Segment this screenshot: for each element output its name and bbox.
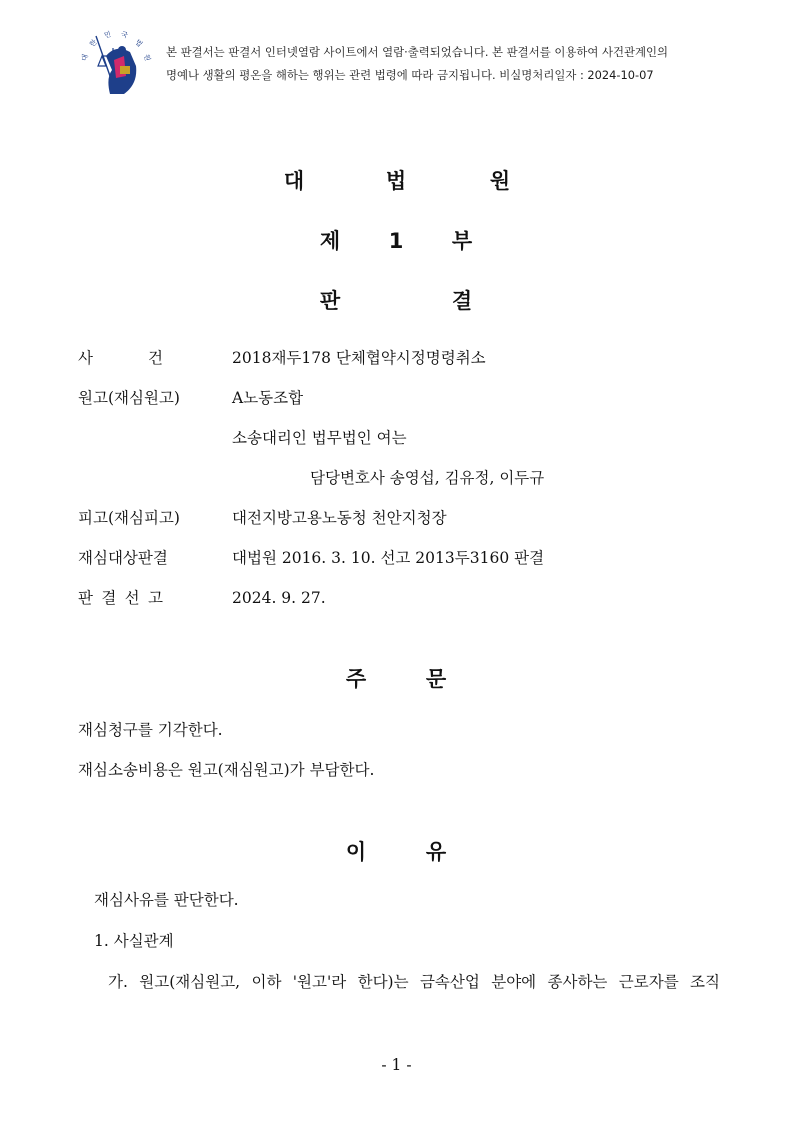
court-name-char: 대 [283, 169, 305, 193]
reasons-char: 이 [345, 840, 367, 864]
sentence-date-label [78, 587, 163, 609]
court-name-char: 법 [385, 169, 407, 193]
emblem-char: 국 [120, 30, 129, 40]
target-judgment-label: 재심대상판결 [78, 549, 168, 567]
sentence-label-char: 판 [78, 589, 93, 607]
defendant-label: 피고(재심피고) [78, 509, 180, 527]
emblem-char: 법 [133, 38, 144, 49]
sentence-label-char: 결 [101, 589, 117, 607]
division-char: 부 [451, 229, 473, 253]
sentence-date-value: 2024. 9. 27. [232, 589, 326, 607]
disposition-line-1: 재심청구를 기각한다. [78, 721, 223, 739]
case-label [78, 347, 163, 369]
notice-line-2: 명예나 생활의 평온을 해하는 행위는 관련 법령에 따라 금지됩니다. 비실명처리일자 : 2024-10-07 [166, 68, 654, 82]
plaintiff-counsel-firm: 소송대리인 법무법인 여는 [232, 429, 407, 447]
sentence-date-row [0, 587, 793, 609]
division-char: 제 [319, 229, 341, 253]
sentence-label-char: 선 [124, 589, 140, 607]
plaintiff-value: A노동조합 [232, 389, 304, 407]
notice-line-1: 본 판결서는 판결서 인터넷열람 사이트에서 열람·출력되었습니다. 본 판결서를 이용하여 사건관계인의 [166, 45, 668, 59]
defendant-row [0, 507, 793, 529]
plaintiff-attorneys: 담당변호사 송영섭, 김유정, 이두규 [310, 469, 545, 487]
emblem-char: 대 [80, 53, 90, 62]
plaintiff-row [0, 387, 793, 409]
emblem-char: 한 [88, 38, 99, 49]
disposition-char: 문 [425, 667, 447, 691]
division-char: 1 [388, 229, 404, 253]
emblem-char: 민 [103, 30, 112, 40]
plaintiff-label: 원고(재심원고) [78, 389, 180, 407]
emblem-char: 원 [142, 53, 152, 62]
doc-type-char: 결 [451, 289, 473, 313]
defendant-value: 대전지방고용노동청 천안지청장 [232, 509, 447, 527]
case-label-char: 사 [78, 349, 93, 367]
disclosure-notice [166, 41, 776, 87]
sentence-label-char: 고 [147, 589, 163, 607]
target-judgment-row [0, 547, 793, 569]
court-emblem-icon [76, 26, 162, 98]
page-number: - 1 - [381, 1056, 412, 1074]
case-number-row [0, 347, 793, 369]
reasons-intro: 재심사유를 판단한다. [94, 891, 239, 909]
court-name-char: 원 [489, 169, 511, 193]
disposition-line-2: 재심소송비용은 원고(재심원고)가 부담한다. [78, 761, 375, 779]
plaintiff-counsel-row [0, 427, 793, 449]
section-title: 1. 사실관계 [94, 932, 174, 950]
disposition-char: 주 [345, 667, 367, 691]
target-judgment-value: 대법원 2016. 3. 10. 선고 2013두3160 판결 [232, 549, 545, 567]
doc-type-char: 판 [319, 289, 341, 313]
case-value: 2018재두178 단체협약시정명령취소 [232, 349, 486, 367]
body-paragraph: 가. 원고(재심원고, 이하 '원고'라 한다)는 금속산업 분야에 종사하는 근로자를 조직 [108, 973, 720, 991]
case-label-char: 건 [148, 349, 163, 367]
plaintiff-attorneys-row [0, 467, 793, 489]
reasons-char: 유 [425, 840, 447, 864]
